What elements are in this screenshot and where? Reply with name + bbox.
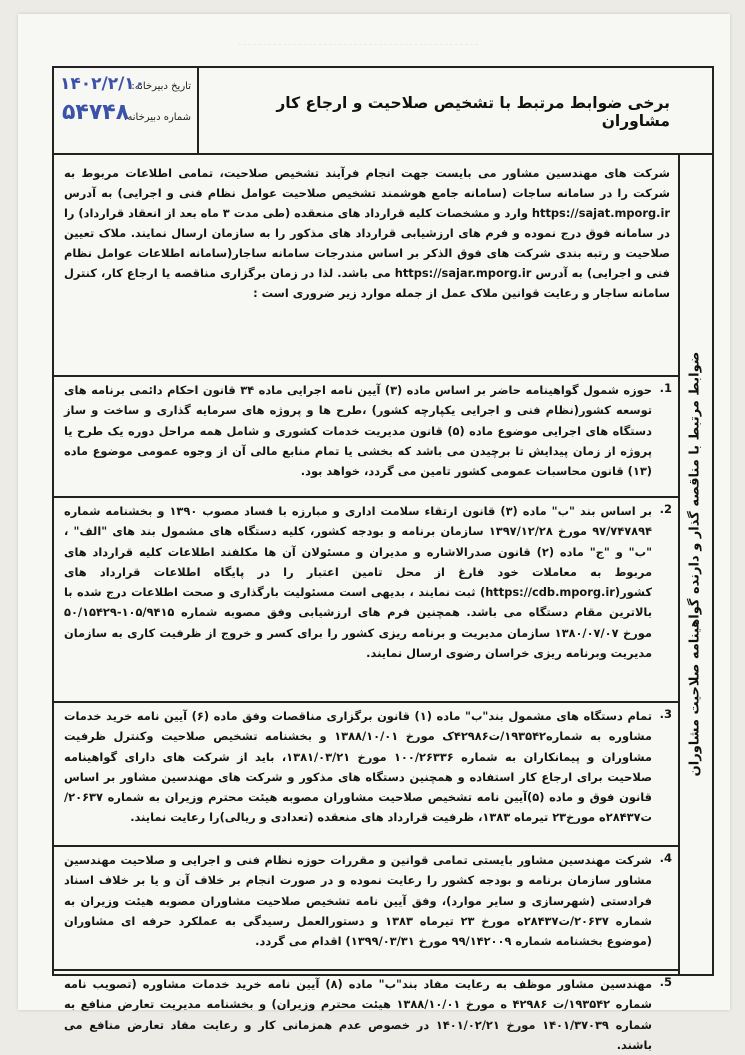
list-item-3 [54,701,678,845]
item-text: حوزه شمول گواهینامه حاضر بر اساس ماده (۳) آیین نامه اجرایی ماده ۳۴ قانون احکام دائمی برنامه های توسعه کشور(نظام فنی و اجرایی یکپارچه کشور) ،طرح ها و پروژه های سرمایه گذاری و ساخت و ساز دستگاه های اجرایی موضوع ماده (۵) قانون مدیریت خدمات کشوری و شامل همه مراحل دوره یک طرح یا پروژه از زمان پیدایش تا برچیدن می باشد که بخشی یا تمام منابع مالی آن از وجوه عمومی موضوع ماده (۱۳) قانون محاسبات عمومی کشور تامین می گردد، خواهد بود. [64,383,652,479]
item-text: شرکت مهندسین مشاور بایستی تمامی قوانین و مقررات حوزه نظام فنی و اجرایی و صلاحیت مهندسین مشاور سازمان برنامه و بودجه کشور را رعایت نموده و در صورت انجام بر خلاف آن و یا بر خلاف اسناد فرادستی (شهرسازی و سایر موارد)، وفق آیین نامه تشخیص صلاحیت مشاوران مصوبه هیئت وزیران به شماره ۲۰۶۳۷/ت۲۸۴۳۷ه مورخ ۲۳ تیرماه ۱۳۸۳ و دستورالعمل رسیدگی به عملکرد حرفه ای مشاوران (موضوع بخشنامه شماره ۹۹/۱۴۲۰۰۹ مورخ ۱۳۹۹/۰۳/۳۱) اقدام می گردد. [64,853,653,949]
body-area [54,153,680,1052]
item-text: تمام دستگاه های مشمول بند"ب" ماده (۱) قانون برگزاری مناقصات وفق ماده (۶) آیین نامه خرید خدمات مشاوره به شماره۱۹۳۵۴۲/ت۴۲۹۸۶ک مورخ ۱۳۸۸/۱۰/۰۱ و بخشنامه تشخیص صلاحیت وکنترل ظرفیت مشاوران و پیمانکاران به شماره ۱۰۰/۲۶۳۳۶ مورخ ۱۳۸۱/۰۳/۲۱، باید از شرکت های دارای گواهینامه صلاحیت برای ارجاع کار استفاده و همچنین دستگاه های مذکور و شرکت های مهندسین مشاور بر اساس قانون فوق و ماده (۵)آیین نامه تشخیص صلاحیت مشاوران مصوبه هیئت محترم وزیران به شماره ۲۰۶۳۷/ت۲۸۴۳۷ه مورخ۲۳ تیرماه ۱۳۸۳، ظرفیت قرارداد های منعقده (تعدادی و ریالی)را رعایت نمایند. [64,709,653,825]
faint-bleedthrough [238,18,478,45]
secretariat-date-value: ۱۴۰۲/۲/۱۰ [60,74,146,94]
document-frame [52,66,714,1052]
secretariat-date-label: تاریخ دبیرخانه: [131,81,191,92]
side-label: ضوابط مرتبط با مناقصه گذار و دارنده گواهینامه صلاحیت مشاوران [687,351,703,776]
item-number: .4 [659,851,672,865]
item-text: بر اساس بند "ب" ماده (۳) قانون ارتقاء سلامت اداری و مبارزه با فساد مصوب ۱۳۹۰ و بخشنامه شماره ۹۷/۷۴۷۸۹۴ مورخ ۱۳۹۷/۱۲/۲۸ سازمان برنامه و بودجه کشور، کلیه دستگاه های مشمول بند های "الف" ، "ب" و "ج" ماده (۲) قانون صدرالاشاره و مدیران و مسئولان آن ها مکلفند اطلاعات کلیه قرارداد های مربوط به معاملات خود فارغ از محل تامین اعتبار را در پایگاه اطلاعات قرارداد های کشور(https://cdb.mporg.ir) ثبت نمایند ، بدیهی است مسئولیت بارگذاری و صحت اطلاعات درج شده با بالاترین مقام دستگاه می باشد. همچنین فرم های ارزشیابی وفق مصوبه شماره ۱۰۵/۹۴۱۵-۵۰/۱۵۴۲۹ مورخ ۱۳۸۰/۰۷/۰۷ سازمان مدیریت و برنامه ریزی کشور را برای کسر و خروج از ظرفیت کاری به سازمان مدیریت وبرنامه ریزی خراسان رضوی ارسال نمایند. [64,504,653,661]
intro-paragraph: شرکت های مهندسین مشاور می بایست جهت انجام فرآیند تشخیص صلاحیت، تمامی اطلاعات مربوط به شرکت را در سامانه ساجات (سامانه جامع هوشمند تشخیص صلاحیت عوامل نظام فنی و اجرایی) به آدرس https://sajat.mporg.ir وارد و مشخصات کلیه قرارداد های منعقده (طی مدت ۳ ماه بعد از انعقاد قرارداد) را در سامانه فوق درج نموده و فرم های ارزشیابی قرارداد های مذکور را به سازمان ارسال نمایند. ملاک تعیین صلاحیت و رتبه بندی شرکت های فوق الذکر بر اساس مندرجات سامانه ساجار(سامانه اطلاعات عوامل نظام فنی و اجرایی) به آدرس https://sajar.mporg.ir می باشد. لذا در زمان برگزاری مناقصه یا ارجاع کار، کنترل سامانه ساجار و رعایت قوانین ملاک عمل از جمله موارد زیر ضروری است : [63,166,670,300]
secretariat-number-label: شماره دبیرخانه: [124,112,191,123]
item-number: .3 [659,707,672,721]
side-column [678,153,712,974]
item-text: مهندسین مشاور موظف به رعایت مفاد بند"ب" ماده (۸) آیین نامه خرید خدمات مشاوره (تصویب نامه شماره ۱۹۳۵۴۲/ت ۴۲۹۸۶ ه مورخ ۱۳۸۸/۱۰/۰۱ هیئت محترم وزیران) و بخشنامه مدیریت تعارض منافع به شماره ۱۴۰۱/۳۷۰۳۹ مورخ ۱۴۰۱/۰۲/۲۱ در خصوص عدم همزمانی کار و رعایت مفاد تعارض منافع می باشند. [64,977,652,1052]
list-item-4 [54,845,678,969]
item-number: .1 [659,381,672,395]
document-page [18,14,730,1052]
list-item-1 [54,375,678,496]
document-title: برخی ضوابط مرتبط با تشخیص صلاحیت و ارجاع کار مشاوران [276,94,670,130]
list-item-2 [54,496,678,701]
list-item-5 [54,969,678,1052]
item-number: .5 [659,975,672,989]
secretariat-number-value: ۵۴۷۴۸ [62,100,130,125]
secretariat-box [54,68,199,153]
header-row [54,68,712,155]
item-number: .2 [659,502,672,516]
